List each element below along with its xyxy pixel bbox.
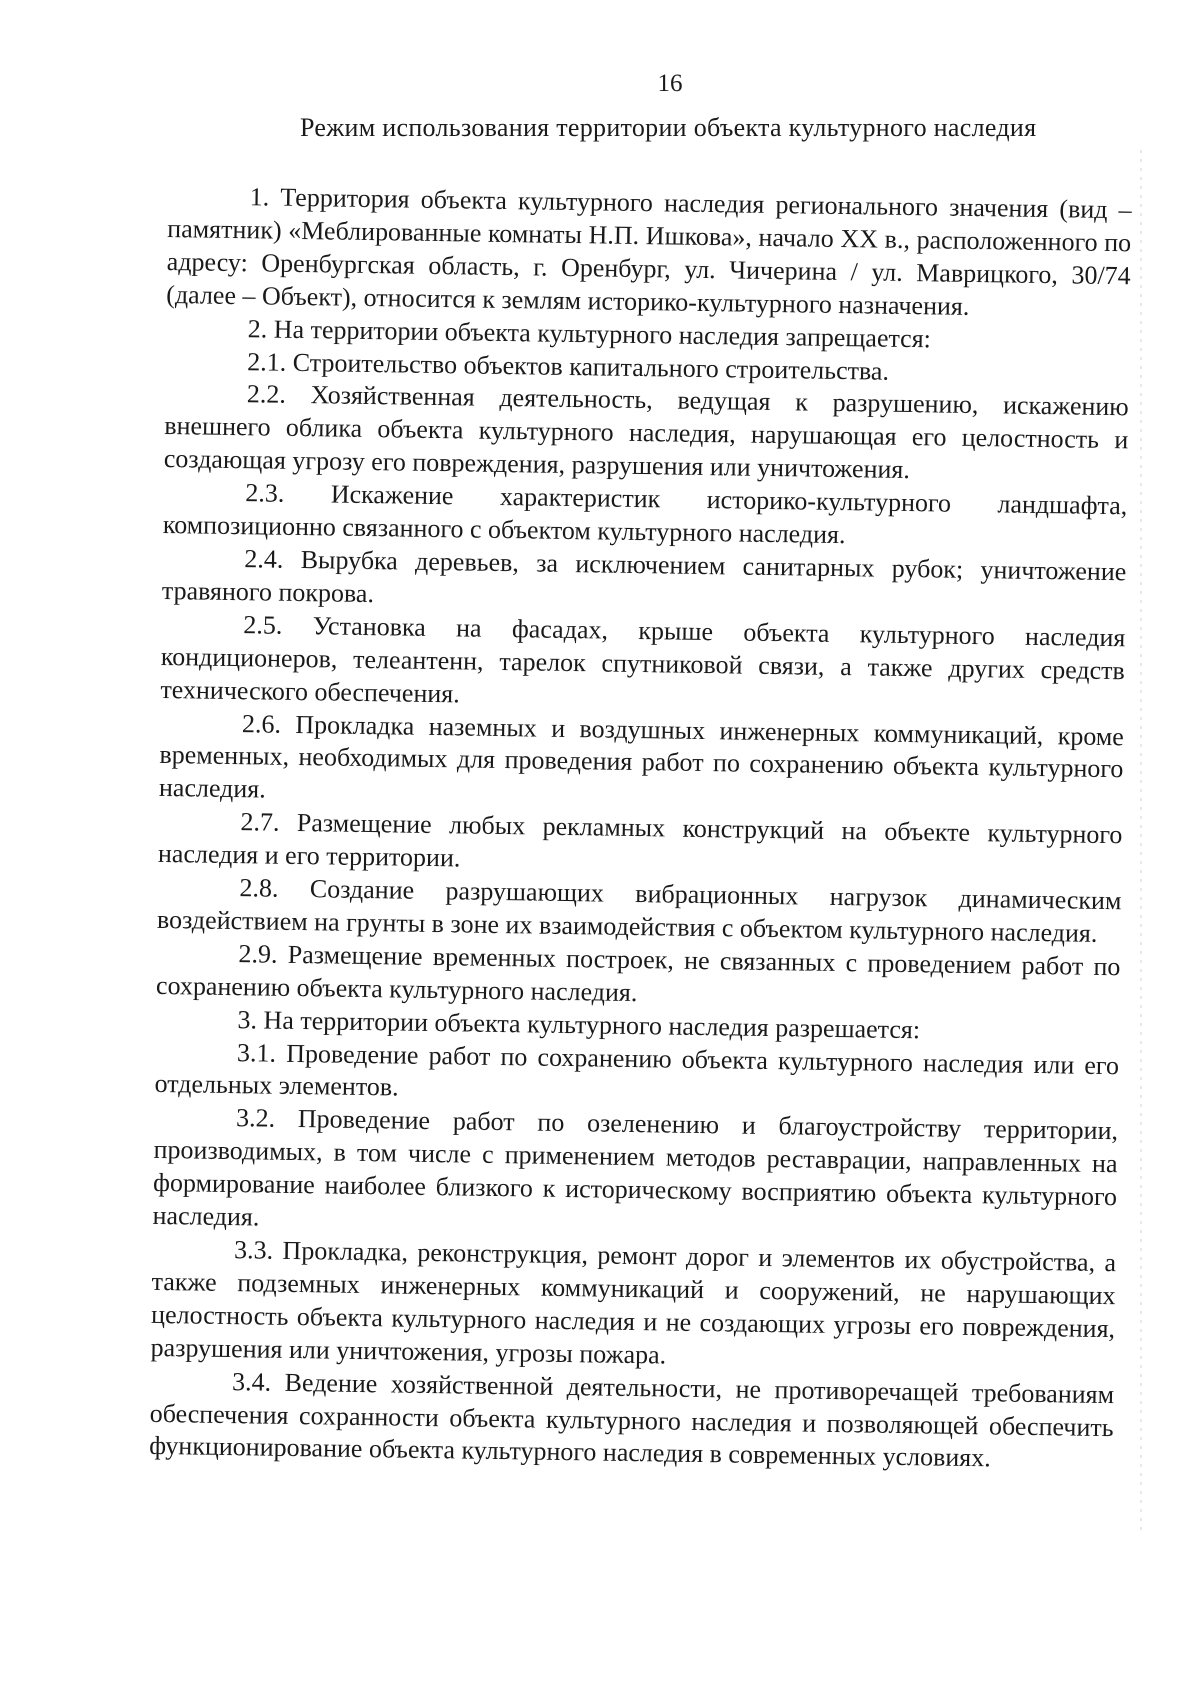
paragraph-3-4: 3.4. Ведение хозяйственной деятельности, не противоречащей требованиям обеспечения сохранности объекта культурного наследия и позволяющей обеспечить функционирование объекта культурного наследия в современных условиях.: [149, 1366, 1115, 1473]
page-number: 16: [657, 70, 683, 97]
paragraph-2-1: 2.1. Строительство объектов капитального строительства.: [247, 346, 890, 386]
paragraph-2-2: 2.2. Хозяйственная деятельность, ведущая к разрушению, искажению внешнего облика объекта культурного наследия, нарушающая его целостность и создающая угрозу его повреждения, разрушения или уничтожения.: [163, 379, 1129, 485]
document-body: [149, 180, 1132, 1478]
paragraph-2-7: 2.7. Размещение любых рекламных конструкций на объекте культурного наследия и его территории.: [157, 807, 1123, 873]
paragraph-3: 3. На территории объекта культурного наследия разрешается:: [237, 1004, 921, 1044]
paragraph-2-4: 2.4. Вырубка деревьев, за исключением санитарных рубок; уничтожение травяного покрова.: [161, 544, 1127, 608]
paragraph-2: 2. На территории объекта культурного наследия запрещается:: [247, 313, 932, 353]
paragraph-2-3: 2.3. Искажение характеристик историко-культурного ландшафта, композиционно связанного с объектом культурного наследия.: [162, 478, 1128, 550]
paragraph-2-6: 2.6. Прокладка наземных и воздушных инженерных коммуникаций, кроме временных, необходимых для проведения работ по сохранению объекта культурного наследия.: [158, 708, 1125, 804]
paragraph-1: 1. Территория объекта культурного наследия регионального значения (вид – памятник) «Меблированные комнаты Н.П. Ишкова», начало XX в., расположенного по адресу: Оренбургская область, г. Оренбург, ул. Чичерина / ул. Маврицкого, 30/74 (далее – Объект), относится к землям историко-культурного назначения.: [166, 182, 1132, 321]
document-title: Режим использования территории объекта культурного наследия: [300, 113, 1037, 142]
paragraph-2-5: 2.5. Установка на фасадах, крыше объекта культурного наследия кондиционеров, телеантенн, тарелок спутниковой связи, а также других средств технического обеспечения.: [160, 609, 1126, 708]
paragraph-3-3: 3.3. Прокладка, реконструкция, ремонт дорог и элементов их обустройства, а также подземных инженерных коммуникаций и сооружений, не нарушающих целостность объекта культурного наследия и не создающих угрозы его повреждения, разрушения или уничтожения, угрозы пожара.: [150, 1235, 1117, 1370]
paragraph-3-1: 3.1. Проведение работ по сохранению объекта культурного наследия или его отдельных элементов.: [154, 1037, 1120, 1102]
paragraph-2-8: 2.8. Создание разрушающих вибрационных нагрузок динамическим воздействием на грунты в зоне их взаимодействия с объектом культурного наследия.: [156, 873, 1122, 948]
paragraph-2-9: 2.9. Размещение временных построек, не связанных с проведением работ по сохранению объекта культурного наследия.: [155, 938, 1121, 1007]
paragraph-3-2: 3.2. Проведение работ по озеленению и благоустройству территории, производимых, в том числе с применением методов реставрации, направленных на формирование наиболее близкого к историческому восприятию объекта культурного наследия.: [152, 1103, 1119, 1232]
scan-edge-artifact: [1140, 150, 1142, 1530]
